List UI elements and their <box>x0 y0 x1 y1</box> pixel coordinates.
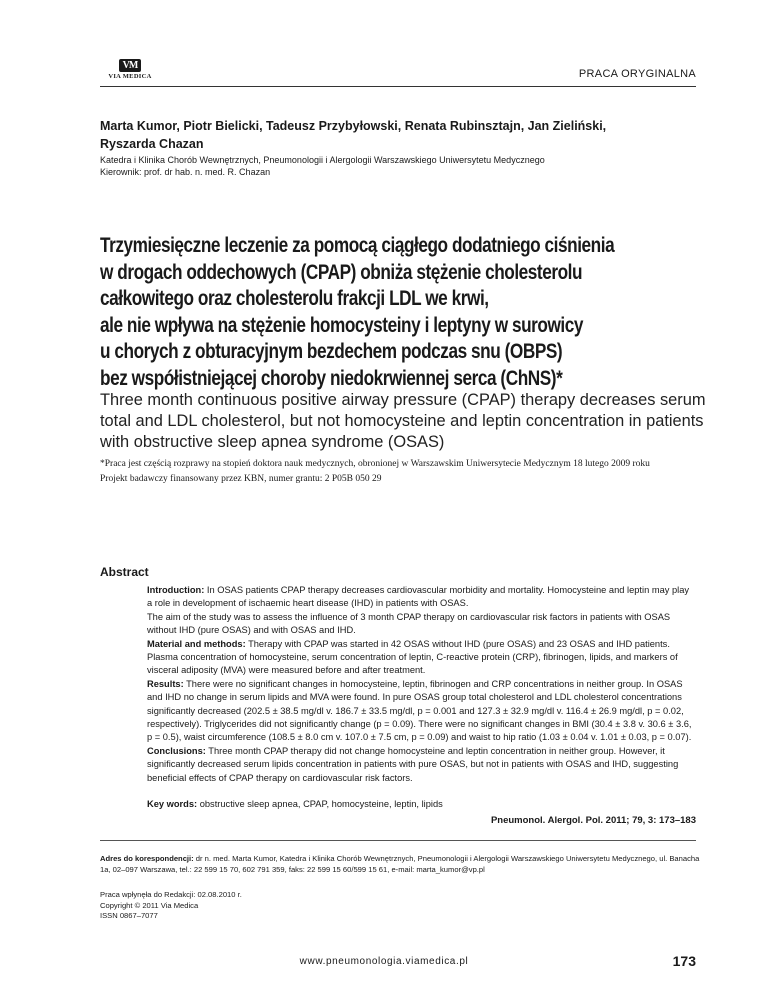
received-date: Praca wpłynęła do Redakcji: 02.08.2010 r. <box>100 890 242 899</box>
conclusions-text: Three month CPAP therapy did not change homocysteine and leptin concentration in neither group. However, it significantly decreased serum lipids concentration in patients with pure OSAS, but not in patients with OSAS and IHD, suggesting beneficial effects of CPAP therapy on cardiovascular risk factors. <box>147 745 679 783</box>
results-text: There were no significant changes in homocysteine, leptin, fibrinogen and CRP concentrations in neither group. In OSAS and IHD no change in serum lipids and MVA were found. In pure OSAS group total cholesterol and LDL cholesterol concentrations significantly decreased (202.5 ± 38.5 mg/dl v. 186.7 ± 33.5 mg/dl, p = 0.001 and 127.3 ± 32.9 mg/dl v. 116.4 ± 26.9 mg/dl, p = 0.02, respectively). Triglycerides did not significantly change (p = 0.09). There were no significant changes in BMI (30.4 ± 3.8 v. 30.6 ± 3.6, p = 0.5), waist circumference (108.5 ± 8.0 cm v. 107.0 ± 7.5 cm, p = 0.09) and waist to hip ratio (1.03 ± 0.04 v. 1.01 ± 0.03, p = 0.07). <box>147 678 692 743</box>
title-line: Trzymiesięczne leczenie za pomocą ciągłego dodatniego ciśnienia <box>100 234 615 257</box>
footnote-grant: Projekt badawczy finansowany przez KBN, numer grantu: 2 P05B 050 29 <box>100 474 382 484</box>
correspondence-address <box>100 853 700 875</box>
methods-text: Therapy with CPAP was started in 42 OSAS without IHD (pure OSAS) and 23 OSAS and IHD patients. Plasma concentration of homocysteine, serum concentration of leptin, C-reactive protein (CRP), fibrinogen, lipids, and markers of visceral adiposity (MVA) were measured before and after treatment. <box>147 638 678 676</box>
introduction-text: In OSAS patients CPAP therapy decreases cardiovascular morbidity and mortality. Homocysteine and leptin may play a role in development of ischaemic heart disease (IHD) in patients with OSAS. <box>147 585 690 609</box>
abstract-heading: Abstract <box>100 565 149 579</box>
keywords <box>147 799 695 809</box>
section-label: PRACA ORYGINALNA <box>578 68 696 80</box>
methods-label: Material and methods: <box>147 638 246 649</box>
abstract-introduction <box>147 584 695 611</box>
title-english: Three month continuous positive airway pressure (CPAP) therapy decreases serum total and LDL cholesterol, but not homocysteine and leptin concentration in patients with obstructive sleep apnea syndrome (OSAS) <box>100 391 706 451</box>
copyright: Copyright © 2011 Via Medica <box>100 900 199 910</box>
publication-info <box>100 890 400 922</box>
affiliation-line: Katedra i Klinika Chorób Wewnętrznych, Pneumonologii i Alergologii Warszawskiego Uniwersytetu Medycznego <box>100 155 545 165</box>
introduction-label: Introduction: <box>147 585 205 595</box>
publisher-logo <box>100 59 160 80</box>
title-polish <box>100 233 615 392</box>
page-number: 173 <box>672 953 696 969</box>
affiliation-head: Kierownik: prof. dr hab. n. med. R. Chazan <box>100 167 271 177</box>
issn: ISSN 0867–7077 <box>100 911 158 920</box>
abstract-conclusions <box>147 745 695 785</box>
abstract-aim: The aim of the study was to assess the influence of 3 month CPAP therapy on cardiovascular risk factors in patients with OSAS without IHD (pure OSAS) and with OSAS and IHD. <box>147 611 671 636</box>
title-line: u chorych z obturacyjnym bezdechem podczas snu (OBPS) <box>100 340 563 363</box>
title-line: bez współistniejącej choroby niedokrwiennej serca (ChNS)* <box>100 366 563 390</box>
abstract-methods <box>147 638 695 678</box>
title-line: ale nie wpływa na stężenie homocysteiny i leptyny w surowicy <box>100 313 584 337</box>
journal-citation: Pneumonol. Alergol. Pol. 2011; 79, 3: 173–183 <box>490 815 696 826</box>
footnote-thesis: *Praca jest częścią rozprawy na stopień doktora nauk medycznych, obronionej w Warszawskim Uniwersytecie Medycznym 18 lutego 2009 roku <box>100 459 650 469</box>
header-divider <box>100 86 696 87</box>
logo-text: VIA MEDICA <box>108 73 152 80</box>
author-list: Marta Kumor, Piotr Bielicki, Tadeusz Przybyłowski, Renata Rubinsztajn, Jan Zieliński, Ryszarda Chazan <box>100 119 607 151</box>
results-label: Results: <box>147 678 184 689</box>
logo-mark: VM <box>119 59 141 72</box>
correspondence-label: Adres do korespondencji: <box>100 854 194 863</box>
abstract-results <box>147 678 695 745</box>
conclusions-label: Conclusions: <box>147 745 206 756</box>
affiliation <box>100 154 680 178</box>
abstract-body <box>147 584 695 785</box>
title-line: w drogach oddechowych (CPAP) obniża stężenie cholesterolu <box>100 260 583 284</box>
title-line: całkowitego oraz cholesterolu frakcji LDL we krwi, <box>100 287 489 310</box>
correspondence-divider <box>100 840 696 841</box>
journal-website: www.pneumonologia.viamedica.pl <box>299 956 469 967</box>
correspondence-text: dr n. med. Marta Kumor, Katedra i Klinika Chorób Wewnętrznych, Pneumonologii i Alergologii Warszawskiego Uniwersytetu Medycznego, ul. Banacha 1a, 02–097 Warszawa, tel.: 22 599 15 70, 602 791 359, faks: 22 599 15 60/599 15 61, e-mail: marta_kumor@vp.pl <box>100 854 700 874</box>
footnotes <box>100 457 710 487</box>
keywords-label: Key words: <box>147 799 198 809</box>
keywords-text: obstructive sleep apnea, CPAP, homocysteine, leptin, lipids <box>197 799 443 809</box>
